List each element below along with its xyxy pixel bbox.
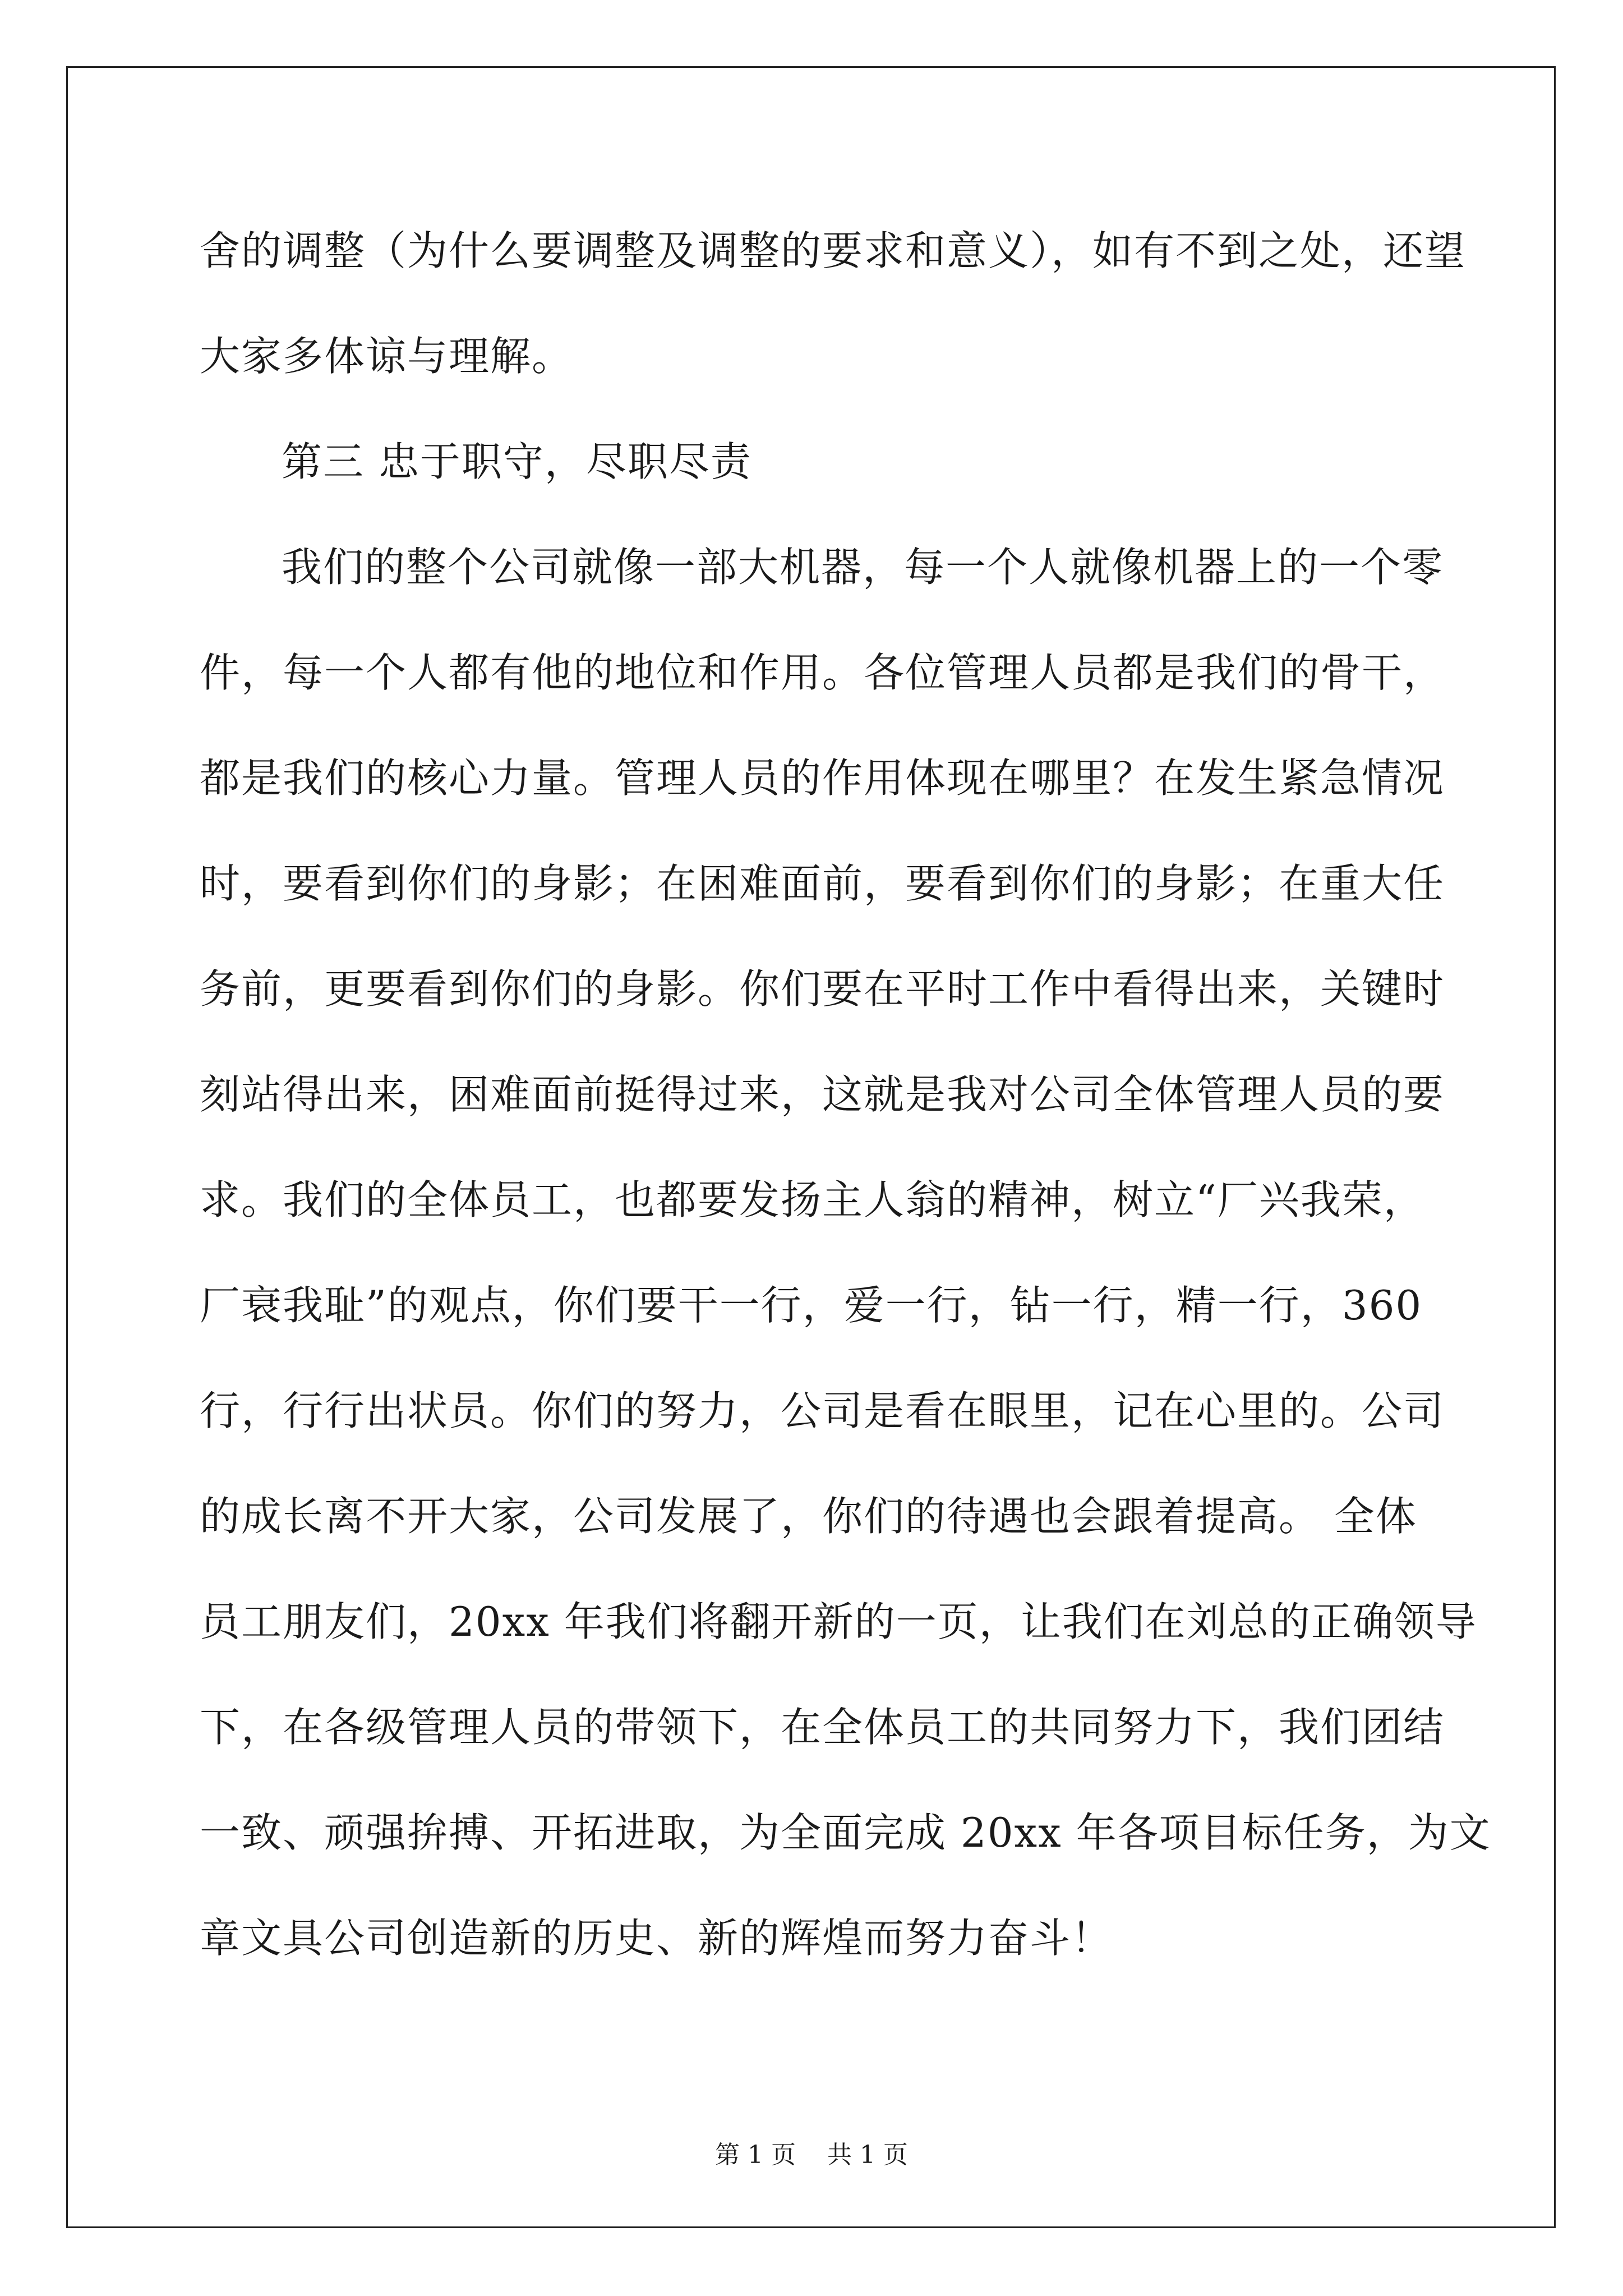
text-line: 件，每一个人都有他的地位和作用。各位管理人员都是我们的骨干， bbox=[200, 649, 1445, 696]
text-line: 的成长离不开大家，公司发展了，你们的待遇也会跟着提高。 全体 bbox=[200, 1493, 1417, 1540]
text-line: 时，要看到你们的身影；在困难面前，要看到你们的身影；在重大任 bbox=[200, 860, 1445, 907]
text-line: 务前，更要看到你们的身影。你们要在平时工作中看得出来，关键时 bbox=[200, 965, 1445, 1013]
text-line: 都是我们的核心力量。管理人员的作用体现在哪里？在发生紧急情况 bbox=[200, 754, 1445, 802]
text-line: 我们的整个公司就像一部大机器，每一个人就像机器上的一个零 bbox=[282, 544, 1444, 591]
text-line: 大家多体谅与理解。 bbox=[200, 333, 574, 380]
text-line: 舍的调整（为什么要调整及调整的要求和意义），如有不到之处，还望 bbox=[200, 227, 1467, 274]
text-line: 刻站得出来，困难面前挺得过来，这就是我对公司全体管理人员的要 bbox=[200, 1071, 1445, 1118]
text-line: 员工朋友们，20xx 年我们将翻开新的一页，让我们在刘总的正确领导 bbox=[200, 1598, 1477, 1645]
section-heading: 第三 忠于职守，尽职尽责 bbox=[282, 438, 752, 485]
document-body bbox=[200, 209, 1491, 2001]
text-line: 章文具公司创造新的历史、新的辉煌而努力奋斗！ bbox=[200, 1915, 1113, 1962]
text-line: 行，行行出状员。你们的努力，公司是看在眼里，记在心里的。公司 bbox=[200, 1387, 1445, 1434]
text-line: 下，在各级管理人员的带领下，在全体员工的共同努力下，我们团结 bbox=[200, 1704, 1445, 1751]
text-line: 一致、顽强拚搏、开拓进取，为全面完成 20xx 年各项目标任务，为文 bbox=[200, 1809, 1491, 1856]
text-line: 求。我们的全体员工，也都要发扬主人翁的精神，树立“厂兴我荣， bbox=[200, 1176, 1425, 1223]
page-footer: 第 1 页 共 1 页 bbox=[715, 2141, 908, 2169]
text-line: 厂衰我耻”的观点，你们要干一行，爱一行，钻一行，精一行，360 bbox=[200, 1282, 1423, 1329]
